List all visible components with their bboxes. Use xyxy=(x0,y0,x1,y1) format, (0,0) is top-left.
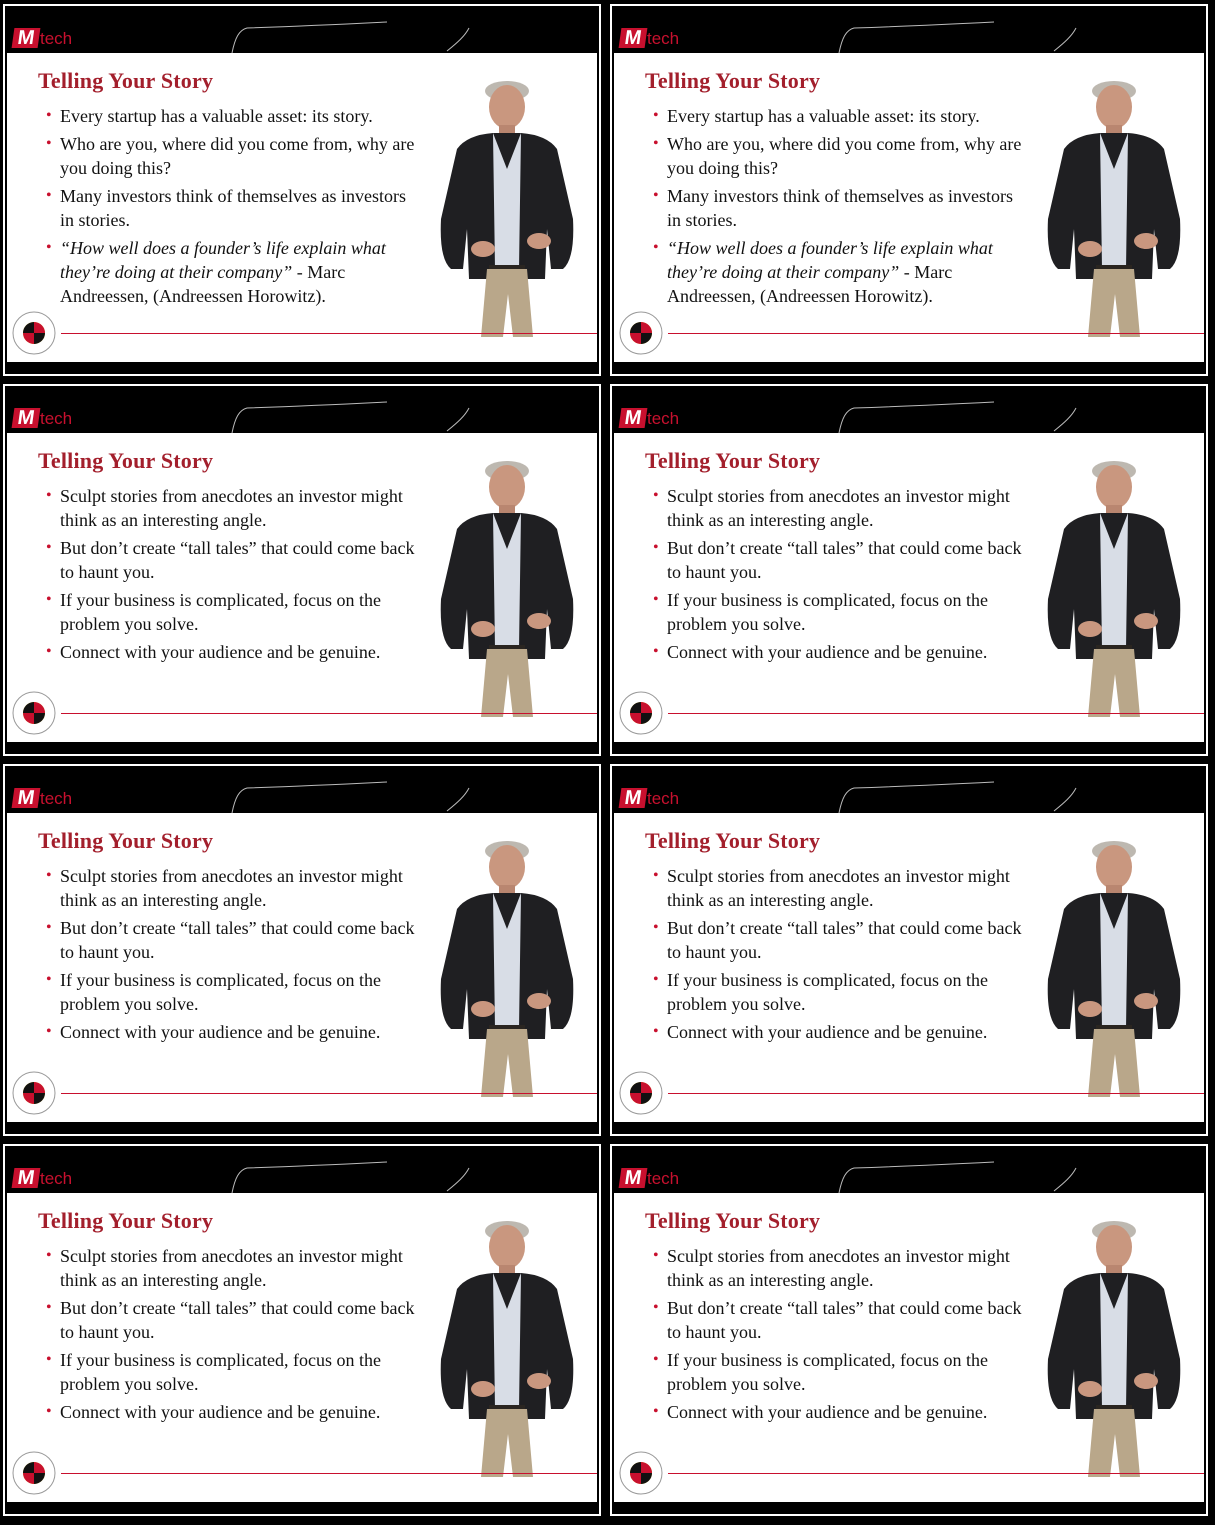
bullet-text: Many investors think of themselves as investors in stories. xyxy=(667,186,1013,230)
bullet-dot: • xyxy=(653,1403,659,1420)
header-swoosh-icon xyxy=(614,388,1204,433)
bullet-text: Connect with your audience and be genuine. xyxy=(60,1022,381,1042)
header-swoosh-icon xyxy=(7,1148,597,1193)
slide-title: Telling Your Story xyxy=(38,1208,214,1233)
video-frame-thumbnail-6[interactable] xyxy=(610,764,1208,1136)
presenter-figure xyxy=(1034,69,1194,337)
slide-title: Telling Your Story xyxy=(38,448,214,473)
slide-body xyxy=(7,53,597,362)
bullet-dot: • xyxy=(653,867,659,884)
bullet-text: - Marc Andreessen, (Andreessen Horowitz). xyxy=(667,262,953,306)
slide-title: Telling Your Story xyxy=(645,448,821,473)
bullet-dot: • xyxy=(46,1247,52,1264)
slide-header xyxy=(7,8,597,53)
bullet-item xyxy=(42,1020,422,1044)
bullet-text: Sculpt stories from anecdotes an investor might think as an interesting angle. xyxy=(60,866,403,910)
header-swoosh-icon xyxy=(614,1148,1204,1193)
bullet-dot: • xyxy=(46,643,52,660)
bullet-dot: • xyxy=(653,239,659,256)
mtech-logo xyxy=(620,1166,679,1188)
bullet-text: If your business is complicated, focus on the problem you solve. xyxy=(60,590,381,634)
logo-mark: M xyxy=(619,408,648,428)
bullet-item xyxy=(649,104,1029,128)
bullet-item xyxy=(42,1400,422,1424)
slide-footer xyxy=(614,1502,1204,1512)
slide-header xyxy=(7,768,597,813)
slide-footer xyxy=(7,1122,597,1132)
bullet-text: If your business is complicated, focus on the problem you solve. xyxy=(60,970,381,1014)
bullet-dot: • xyxy=(46,487,52,504)
mtech-logo xyxy=(620,406,679,428)
bullet-text: But don’t create “tall tales” that could come back to haunt you. xyxy=(60,918,415,962)
bullet-quote: “How well does a founder’s life explain what they’re doing at their company” xyxy=(60,238,386,282)
university-seal-icon xyxy=(11,1070,57,1116)
bullet-text: But don’t create “tall tales” that could come back to haunt you. xyxy=(667,918,1022,962)
bullet-list xyxy=(42,864,422,1048)
logo-mark: M xyxy=(12,788,41,808)
video-frame-thumbnail-3[interactable] xyxy=(3,384,601,756)
bullet-dot: • xyxy=(653,487,659,504)
bullet-text: Sculpt stories from anecdotes an investor might think as an interesting angle. xyxy=(667,1246,1010,1290)
slide-header xyxy=(614,8,1204,53)
video-frame-thumbnail-7[interactable] xyxy=(3,1144,601,1516)
slide-body xyxy=(614,813,1204,1122)
presenter-figure xyxy=(427,829,587,1097)
presenter-figure xyxy=(1034,829,1194,1097)
bullet-text: Sculpt stories from anecdotes an investor might think as an interesting angle. xyxy=(667,486,1010,530)
presenter-figure xyxy=(1034,449,1194,717)
video-frame-thumbnail-8[interactable] xyxy=(610,1144,1208,1516)
logo-text: tech xyxy=(647,789,680,808)
presenter-figure xyxy=(427,69,587,337)
bullet-dot: • xyxy=(46,1351,52,1368)
bullet-item xyxy=(42,132,422,180)
university-seal-icon xyxy=(618,1070,664,1116)
slide-title: Telling Your Story xyxy=(645,1208,821,1233)
bullet-dot: • xyxy=(46,919,52,936)
bullet-dot: • xyxy=(653,971,659,988)
bullet-dot: • xyxy=(46,187,52,204)
slide-body xyxy=(7,433,597,742)
footer-rule xyxy=(61,1473,597,1474)
logo-mark: M xyxy=(619,1168,648,1188)
logo-mark: M xyxy=(12,1168,41,1188)
slide-header xyxy=(7,1148,597,1193)
bullet-text: Connect with your audience and be genuine. xyxy=(667,1402,988,1422)
bullet-dot: • xyxy=(653,539,659,556)
bullet-dot: • xyxy=(653,919,659,936)
bullet-item xyxy=(649,484,1029,532)
slide-footer xyxy=(7,362,597,372)
bullet-item xyxy=(649,184,1029,232)
bullet-item xyxy=(42,484,422,532)
logo-mark: M xyxy=(619,28,648,48)
bullet-text: Connect with your audience and be genuine. xyxy=(667,642,988,662)
bullet-dot: • xyxy=(46,239,52,256)
bullet-item xyxy=(649,1400,1029,1424)
bullet-text: But don’t create “tall tales” that could come back to haunt you. xyxy=(60,538,415,582)
bullet-text: If your business is complicated, focus on the problem you solve. xyxy=(667,1350,988,1394)
logo-text: tech xyxy=(647,409,680,428)
bullet-text: But don’t create “tall tales” that could come back to haunt you. xyxy=(667,538,1022,582)
header-swoosh-icon xyxy=(614,8,1204,53)
bullet-dot: • xyxy=(46,539,52,556)
presenter-figure xyxy=(427,1209,587,1477)
bullet-item xyxy=(649,1348,1029,1396)
bullet-text: But don’t create “tall tales” that could come back to haunt you. xyxy=(60,1298,415,1342)
slide-body xyxy=(614,1193,1204,1502)
bullet-item xyxy=(649,236,1029,308)
slide-header xyxy=(614,388,1204,433)
slide-header xyxy=(614,768,1204,813)
bullet-dot: • xyxy=(653,1023,659,1040)
header-swoosh-icon xyxy=(7,8,597,53)
bullet-item xyxy=(649,588,1029,636)
bullet-text: If your business is complicated, focus on the problem you solve. xyxy=(667,970,988,1014)
footer-rule xyxy=(61,333,597,334)
bullet-text: Who are you, where did you come from, why are you doing this? xyxy=(667,134,1022,178)
header-swoosh-icon xyxy=(7,388,597,433)
slide-footer xyxy=(7,742,597,752)
mtech-logo xyxy=(13,786,72,808)
logo-mark: M xyxy=(12,408,41,428)
bullet-list xyxy=(42,104,422,312)
university-seal-icon xyxy=(11,310,57,356)
bullet-item xyxy=(42,640,422,664)
bullet-item xyxy=(42,916,422,964)
footer-rule xyxy=(668,333,1204,334)
bullet-text: If your business is complicated, focus on the problem you solve. xyxy=(667,590,988,634)
bullet-item xyxy=(649,536,1029,584)
bullet-text: Every startup has a valuable asset: its story. xyxy=(667,106,980,126)
bullet-dot: • xyxy=(46,1299,52,1316)
bullet-dot: • xyxy=(653,643,659,660)
bullet-dot: • xyxy=(46,867,52,884)
university-seal-icon xyxy=(618,690,664,736)
mtech-logo xyxy=(13,406,72,428)
bullet-text: Every startup has a valuable asset: its story. xyxy=(60,106,373,126)
bullet-text: Sculpt stories from anecdotes an investor might think as an interesting angle. xyxy=(60,1246,403,1290)
slide-header xyxy=(7,388,597,433)
mtech-logo xyxy=(13,1166,72,1188)
footer-rule xyxy=(61,1093,597,1094)
bullet-item xyxy=(649,1296,1029,1344)
bullet-dot: • xyxy=(46,591,52,608)
slide-header xyxy=(614,1148,1204,1193)
bullet-item xyxy=(42,588,422,636)
video-frame-thumbnail-1[interactable] xyxy=(3,4,601,376)
bullet-text: Connect with your audience and be genuine. xyxy=(60,1402,381,1422)
bullet-text: Sculpt stories from anecdotes an investor might think as an interesting angle. xyxy=(667,866,1010,910)
bullet-list xyxy=(649,1244,1029,1428)
bullet-dot: • xyxy=(46,971,52,988)
bullet-list xyxy=(42,484,422,668)
footer-rule xyxy=(61,713,597,714)
slide-title: Telling Your Story xyxy=(645,828,821,853)
university-seal-icon xyxy=(618,310,664,356)
bullet-dot: • xyxy=(653,1351,659,1368)
bullet-text: Many investors think of themselves as investors in stories. xyxy=(60,186,406,230)
slide-footer xyxy=(614,742,1204,752)
university-seal-icon xyxy=(11,690,57,736)
bullet-item xyxy=(649,132,1029,180)
bullet-list xyxy=(649,104,1029,312)
logo-text: tech xyxy=(40,29,73,48)
slide-body xyxy=(7,1193,597,1502)
bullet-text: Sculpt stories from anecdotes an investor might think as an interesting angle. xyxy=(60,486,403,530)
logo-text: tech xyxy=(647,1169,680,1188)
bullet-list xyxy=(649,864,1029,1048)
bullet-item xyxy=(649,916,1029,964)
video-frame-thumbnail-5[interactable] xyxy=(3,764,601,1136)
bullet-list xyxy=(649,484,1029,668)
bullet-item xyxy=(42,1296,422,1344)
slide-title: Telling Your Story xyxy=(38,68,214,93)
bullet-text: If your business is complicated, focus on the problem you solve. xyxy=(60,1350,381,1394)
logo-text: tech xyxy=(40,1169,73,1188)
bullet-dot: • xyxy=(653,1299,659,1316)
bullet-list xyxy=(42,1244,422,1428)
logo-mark: M xyxy=(619,788,648,808)
logo-text: tech xyxy=(40,409,73,428)
bullet-item xyxy=(42,104,422,128)
mtech-logo xyxy=(13,26,72,48)
bullet-dot: • xyxy=(653,591,659,608)
mtech-logo xyxy=(620,786,679,808)
slide-title: Telling Your Story xyxy=(645,68,821,93)
bullet-dot: • xyxy=(46,1403,52,1420)
slide-footer xyxy=(7,1502,597,1512)
bullet-dot: • xyxy=(46,1023,52,1040)
header-swoosh-icon xyxy=(614,768,1204,813)
bullet-item xyxy=(42,1348,422,1396)
slide-title: Telling Your Story xyxy=(38,828,214,853)
presenter-figure xyxy=(427,449,587,717)
bullet-dot: • xyxy=(653,187,659,204)
bullet-text: Connect with your audience and be genuine. xyxy=(60,642,381,662)
bullet-item xyxy=(42,536,422,584)
footer-rule xyxy=(668,1473,1204,1474)
footer-rule xyxy=(668,1093,1204,1094)
bullet-text: Who are you, where did you come from, why are you doing this? xyxy=(60,134,415,178)
bullet-text: - Marc Andreessen, (Andreessen Horowitz). xyxy=(60,262,346,306)
logo-text: tech xyxy=(647,29,680,48)
university-seal-icon xyxy=(618,1450,664,1496)
slide-body xyxy=(614,433,1204,742)
mtech-logo xyxy=(620,26,679,48)
slide-body xyxy=(614,53,1204,362)
bullet-item xyxy=(42,968,422,1016)
logo-mark: M xyxy=(12,28,41,48)
bullet-item xyxy=(649,968,1029,1016)
bullet-item xyxy=(649,640,1029,664)
logo-text: tech xyxy=(40,789,73,808)
footer-rule xyxy=(668,713,1204,714)
bullet-text: Connect with your audience and be genuine. xyxy=(667,1022,988,1042)
bullet-quote: “How well does a founder’s life explain what they’re doing at their company” xyxy=(667,238,993,282)
slide-footer xyxy=(614,362,1204,372)
header-swoosh-icon xyxy=(7,768,597,813)
bullet-dot: • xyxy=(653,135,659,152)
bullet-item xyxy=(649,864,1029,912)
bullet-dot: • xyxy=(653,1247,659,1264)
bullet-item xyxy=(649,1020,1029,1044)
bullet-item xyxy=(42,184,422,232)
video-frame-thumbnail-4[interactable] xyxy=(610,384,1208,756)
presenter-figure xyxy=(1034,1209,1194,1477)
bullet-item xyxy=(42,864,422,912)
bullet-dot: • xyxy=(46,107,52,124)
video-frame-thumbnail-2[interactable] xyxy=(610,4,1208,376)
bullet-dot: • xyxy=(653,107,659,124)
bullet-item xyxy=(42,1244,422,1292)
university-seal-icon xyxy=(11,1450,57,1496)
bullet-text: But don’t create “tall tales” that could come back to haunt you. xyxy=(667,1298,1022,1342)
slide-footer xyxy=(614,1122,1204,1132)
slide-body xyxy=(7,813,597,1122)
bullet-dot: • xyxy=(46,135,52,152)
bullet-item xyxy=(42,236,422,308)
bullet-item xyxy=(649,1244,1029,1292)
